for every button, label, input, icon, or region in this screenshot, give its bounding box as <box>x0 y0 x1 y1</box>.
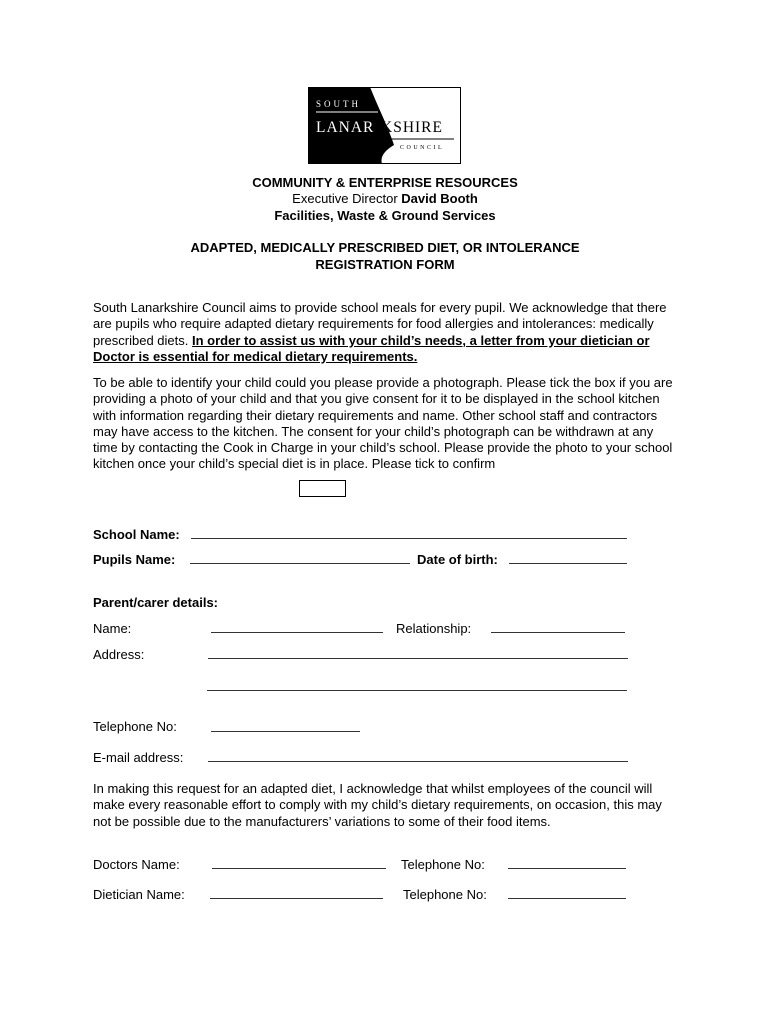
dietician-name-field[interactable] <box>210 898 383 899</box>
address-field-line2[interactable] <box>207 690 627 691</box>
school-name-label: School Name: <box>93 527 180 542</box>
relationship-field[interactable] <box>491 632 625 633</box>
email-field[interactable] <box>208 761 628 762</box>
parent-name-field[interactable] <box>211 632 383 633</box>
intro-paragraph <box>93 300 683 365</box>
council-logo <box>308 87 461 164</box>
email-label: E-mail address: <box>93 750 184 765</box>
dob-field[interactable] <box>509 563 627 564</box>
telephone-field[interactable] <box>211 731 360 732</box>
dietician-telephone-field[interactable] <box>508 898 626 899</box>
doctors-name-field[interactable] <box>212 868 386 869</box>
logo-text-council: COUNCIL <box>400 145 445 151</box>
school-name-field[interactable] <box>191 538 627 539</box>
dob-label: Date of birth: <box>417 552 498 567</box>
doctors-name-label: Doctors Name: <box>93 857 180 872</box>
director-prefix: Executive Director <box>292 191 402 206</box>
photo-consent-paragraph: To be able to identify your child could you please provide a photograph. Please tick the box if you are providing a photo of your child and that you give consent for it to be displayed in the school kitchen with information regarding their dietary requirements and name. Other school staff and contractors may have access to the kitchen. The consent for your child’s photograph can be withdrawn at any time by contacting the Cook in Charge in your child’s school. Please provide the photo to your school kitchen once your child’s special diet is in place. Please tick to confirm <box>93 375 673 472</box>
dietician-name-label: Dietician Name: <box>93 887 185 902</box>
form-title-line1: ADAPTED, MEDICALLY PRESCRIBED DIET, OR INTOLERANCE <box>190 240 580 255</box>
logo-text-kshire: KSHIRE <box>381 119 443 136</box>
dietician-telephone-label: Telephone No: <box>403 887 487 902</box>
intro-text: South Lanarkshire Council aims to provide school meals for every pupil. We acknowledge that there are pupils who require adapted dietary requirements for food allergies and intolerances: medically prescribed diets. <box>93 300 667 348</box>
director-name: David Booth <box>401 191 478 206</box>
telephone-label: Telephone No: <box>93 719 177 734</box>
relationship-label: Relationship: <box>396 621 472 636</box>
intro-emphasis: In order to assist us with your child’s needs, a letter from your dietician or Doctor is essential for medical dietary requirements. <box>93 332 650 364</box>
pupils-name-label: Pupils Name: <box>93 552 176 567</box>
photo-consent-checkbox[interactable] <box>299 480 346 497</box>
acknowledgement-paragraph: In making this request for an adapted diet, I acknowledge that whilst employees of the council will make every reasonable effort to comply with my child’s dietary requirements, on occasion, this may not be possible due to the manufacturers’ variations to some of their food items. <box>93 781 662 829</box>
doctors-telephone-label: Telephone No: <box>401 857 485 872</box>
parent-details-heading: Parent/carer details: <box>93 595 219 610</box>
doctors-telephone-field[interactable] <box>508 868 626 869</box>
parent-name-label: Name: <box>93 621 132 636</box>
logo-text-south: SOUTH <box>316 99 362 109</box>
pupils-name-field[interactable] <box>190 563 410 564</box>
form-title-line2: REGISTRATION FORM <box>315 257 455 272</box>
logo-text-lanark: LANAR <box>316 119 375 136</box>
service-title: Facilities, Waste & Ground Services <box>274 208 496 223</box>
director-line <box>0 191 770 207</box>
address-label: Address: <box>93 647 145 662</box>
address-field-line1[interactable] <box>208 658 628 659</box>
department-title: COMMUNITY & ENTERPRISE RESOURCES <box>252 175 518 190</box>
